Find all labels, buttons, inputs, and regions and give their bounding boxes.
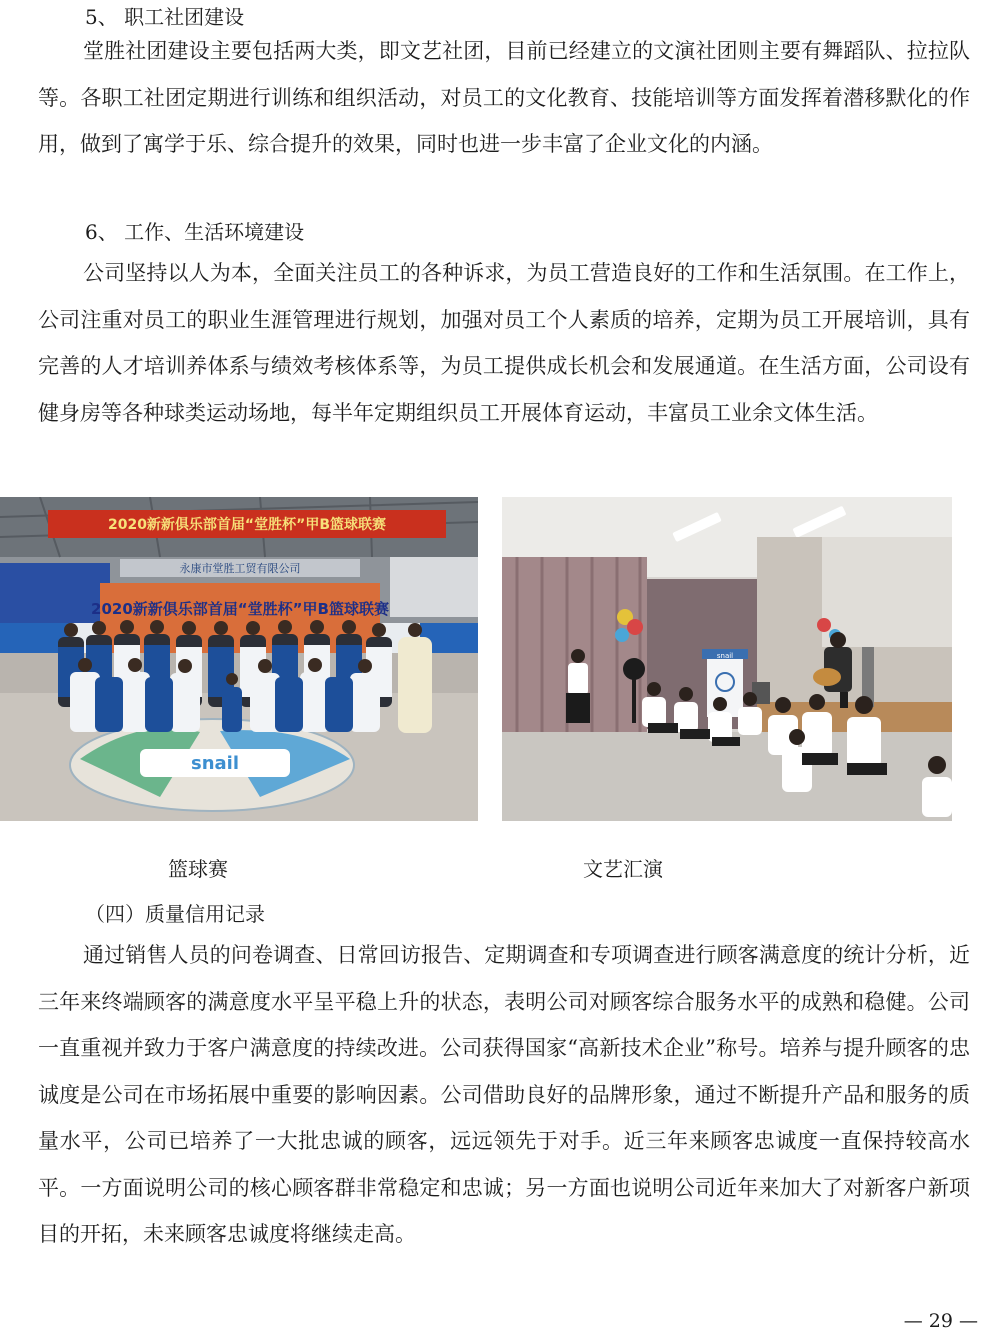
section-5-paragraph: 堂胜社团建设主要包括两大类，即文艺社团，目前已经建立的文演社团则主要有舞蹈队、拉拉队等。各职工社团定期进行训练和组织活动，对员工的文化教育、技能培训等方面发挥着潜移默化的作用，做到了寓学于乐、综合提升的效果，同时也进一步丰富了企业文化的内涵。 (38, 39, 970, 156)
company-sign: 永康市堂胜工贸有限公司 (179, 562, 301, 575)
backdrop-text: 2020新新俱乐部首届“堂胜杯”甲B篮球联赛 (91, 600, 389, 618)
floor-logo: snail (190, 753, 240, 774)
performance-caption: 文艺汇演 (583, 857, 663, 881)
podium-logo: snail (716, 652, 734, 660)
section-6-paragraph: 公司坚持以人为本，全面关注员工的各种诉求，为员工营造良好的工作和生活氛围。在工作上，公司注重对员工的职业生涯管理进行规划，加强对员工个人素质的培养，定期为员工开展培训，具有完善的人才培训养体系与绩效考核体系等，为员工提供成长机会和发展通道。在生活方面，公司设有健身房等各种球类运动场地，每半年定期组织员工开展体育运动，丰富员工业余文体生活。 (38, 261, 970, 425)
page-number: — 29 — (903, 1310, 978, 1332)
basketball-photo (0, 497, 478, 821)
section-4-paragraph: 通过销售人员的问卷调查、日常回访报告、定期调查和专项调查进行顾客满意度的统计分析，近三年来终端顾客的满意度水平呈平稳上升的状态，表明公司对顾客综合服务水平的成熟和稳健。公司一直重视并致力于客户满意度的持续改进。公司获得国家“高新技术企业”称号。培养与提升顾客的忠诚度是公司在市场拓展中重要的影响因素。公司借助良好的品牌形象，通过不断提升产品和服务的质量水平，公司已培养了一大批忠诚的顾客，远远领先于对手。近三年来顾客忠诚度一直保持较高水平。一方面说明公司的核心顾客群非常稳定和忠诚；另一方面也说明公司近年来加大了对新客户新项目的开拓，未来顾客忠诚度将继续走高。 (38, 943, 970, 1246)
performance-photo (502, 497, 952, 821)
section-4-heading: （四）质量信用记录 (85, 902, 265, 926)
section-5-heading: 5、 职工社团建设 (85, 5, 245, 29)
performance-photo-image (502, 497, 952, 821)
basketball-caption: 篮球赛 (168, 857, 228, 881)
basketball-photo-image (0, 497, 478, 821)
section-6-heading: 6、 工作、生活环境建设 (85, 220, 305, 244)
top-banner-text: 2020新新俱乐部首届“堂胜杯”甲B篮球联赛 (107, 517, 387, 533)
